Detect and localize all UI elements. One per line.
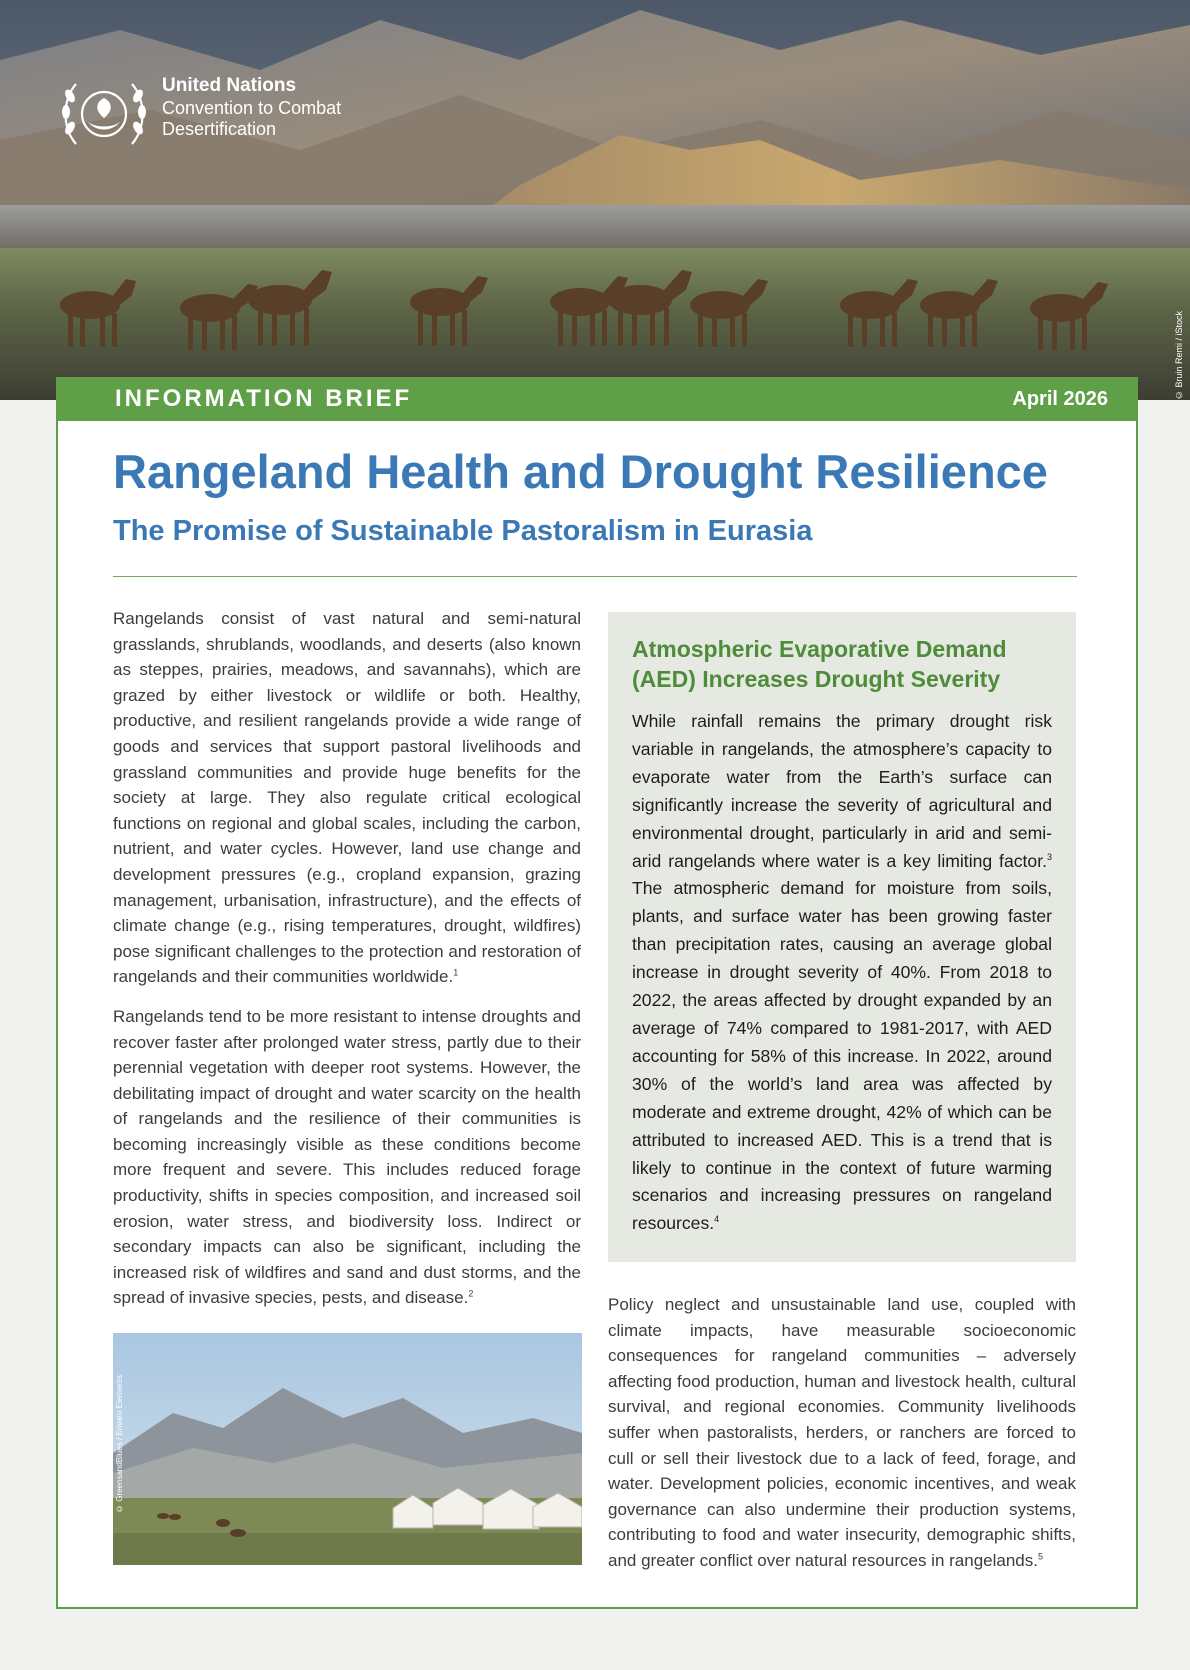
un-emblem-icon xyxy=(56,66,152,162)
intro-paragraph: Rangelands consist of vast natural and semi-natural grasslands, shrublands, woodlands, and deserts (also known as steppes, prairies, meadows, and savannahs), which are grazed by either livestock or wildlife or both. Healthy, productive, and resilient rangelands provide a wide range of goods and services that support pastoral livelihoods and grassland communities and provide huge benefits for the society at large. They also regulate critical ecological functions on regional and global scales, including the carbon, nutrient, and water cycles. However, land use change and development pressures (e.g., cropland expansion, grazing management, urbanisation, infrastructure), and the effects of climate change (e.g., rising temperatures, drought, wildfires) pose significant challenges to the protection and restoration of rangelands and their communities worldwide.$^1$ xyxy=(113,609,581,987)
yurt-photo-credit: © GreensandBlues / Envato Elements xyxy=(115,1375,124,1513)
unccd-logo xyxy=(56,66,341,162)
aed-heading: Atmospheric Evaporative Demand (AED) Increases Drought Severity xyxy=(632,636,1007,692)
page-title: Rangeland Health and Drought Resilience xyxy=(113,445,1048,498)
footnote-ref-1[interactable]: 1 xyxy=(453,967,459,978)
logo-org-name: United Nations xyxy=(162,75,297,96)
brief-type-label: INFORMATION BRIEF xyxy=(115,385,413,412)
policy-paragraph: Policy neglect and unsustainable land use, coupled with climate impacts, have measurable socioeconomic consequences for rangeland communities – adversely affecting food production, human and livestock health, cultural survival, and regional economies. Community livelihoods suffer when pastoralists, herders, or ranchers are forced to cull or sell their livestock due to a lack of feed, forage, and water. Development policies, economic incentives, and weak governance can also undermine their production systems, contributing to food and water insecurity, demographic shifts, and greater conflict over natural resources in rangelands.$^5$ xyxy=(608,1295,1076,1570)
yurt-photo xyxy=(113,1333,582,1565)
right-column xyxy=(608,1292,1076,1574)
impact-paragraph: Rangelands tend to be more resistant to intense droughts and recover faster after prolonged water stress, partly due to their perennial vegetation with deeper root systems. However, the debilitating impact of drought and water scarcity on the health of rangelands and the resilience of their communities is becoming increasingly visible as these conditions become more frequent and severe. This includes reduced forage productivity, shifts in species composition, and increased soil erosion, water stress, and biodiversity loss. Indirect or secondary impacts can also be significant, including the increased risk of wildfires and sand and dust storms, and the spread of invasive species, pests, and disease.$^2$ xyxy=(113,1006,581,1308)
footnote-ref-3[interactable]: 3 xyxy=(1046,851,1052,862)
left-column xyxy=(113,606,581,1311)
logo-line-1: Convention to Combat xyxy=(162,98,342,118)
footnote-ref-2[interactable]: 2 xyxy=(468,1288,474,1299)
footnote-ref-4[interactable]: 4 xyxy=(714,1214,720,1225)
logo-line-2: Desertification xyxy=(162,119,277,139)
title-divider xyxy=(113,576,1077,577)
footnote-ref-5[interactable]: 5 xyxy=(1037,1551,1043,1562)
hero-photo-credit: © Bruin Remi / iStock xyxy=(1174,310,1184,400)
page-subtitle: The Promise of Sustainable Pastoralism in Eurasia xyxy=(113,515,813,547)
aed-body: While rainfall remains the primary drought risk variable in rangelands, the atmosphere’s capacity to evaporate water from the Earth’s surface can significantly increase the severity of agricultural and environmental drought, particularly in arid and semi-arid rangelands where water is a key limiting factor.$^3$ The atmospheric demand for moisture from soils, plants, and surface water has been growing faster than precipitation rates, causing an average global increase in drought severity of 40%. From 2018 to 2022, the areas affected by drought expanded by an average of 74% compared to 1981-2017, with AED accounting for 58% of this increase. In 2022, around 30% of the world’s land area was affected by moderate and extreme drought, 42% of which can be attributed to increased AED. This is a trend that is likely to continue in the context of future warming scenarios and increasing pressures on rangeland resources.$^4$ xyxy=(632,711,1052,1234)
yurt-landscape-image xyxy=(113,1333,582,1565)
hero-landscape-image xyxy=(0,0,1190,400)
info-brief-band xyxy=(56,377,1138,421)
aed-callout-box xyxy=(608,612,1076,1262)
publication-date: April 2026 xyxy=(1012,387,1108,410)
hero-photo xyxy=(0,0,1190,400)
